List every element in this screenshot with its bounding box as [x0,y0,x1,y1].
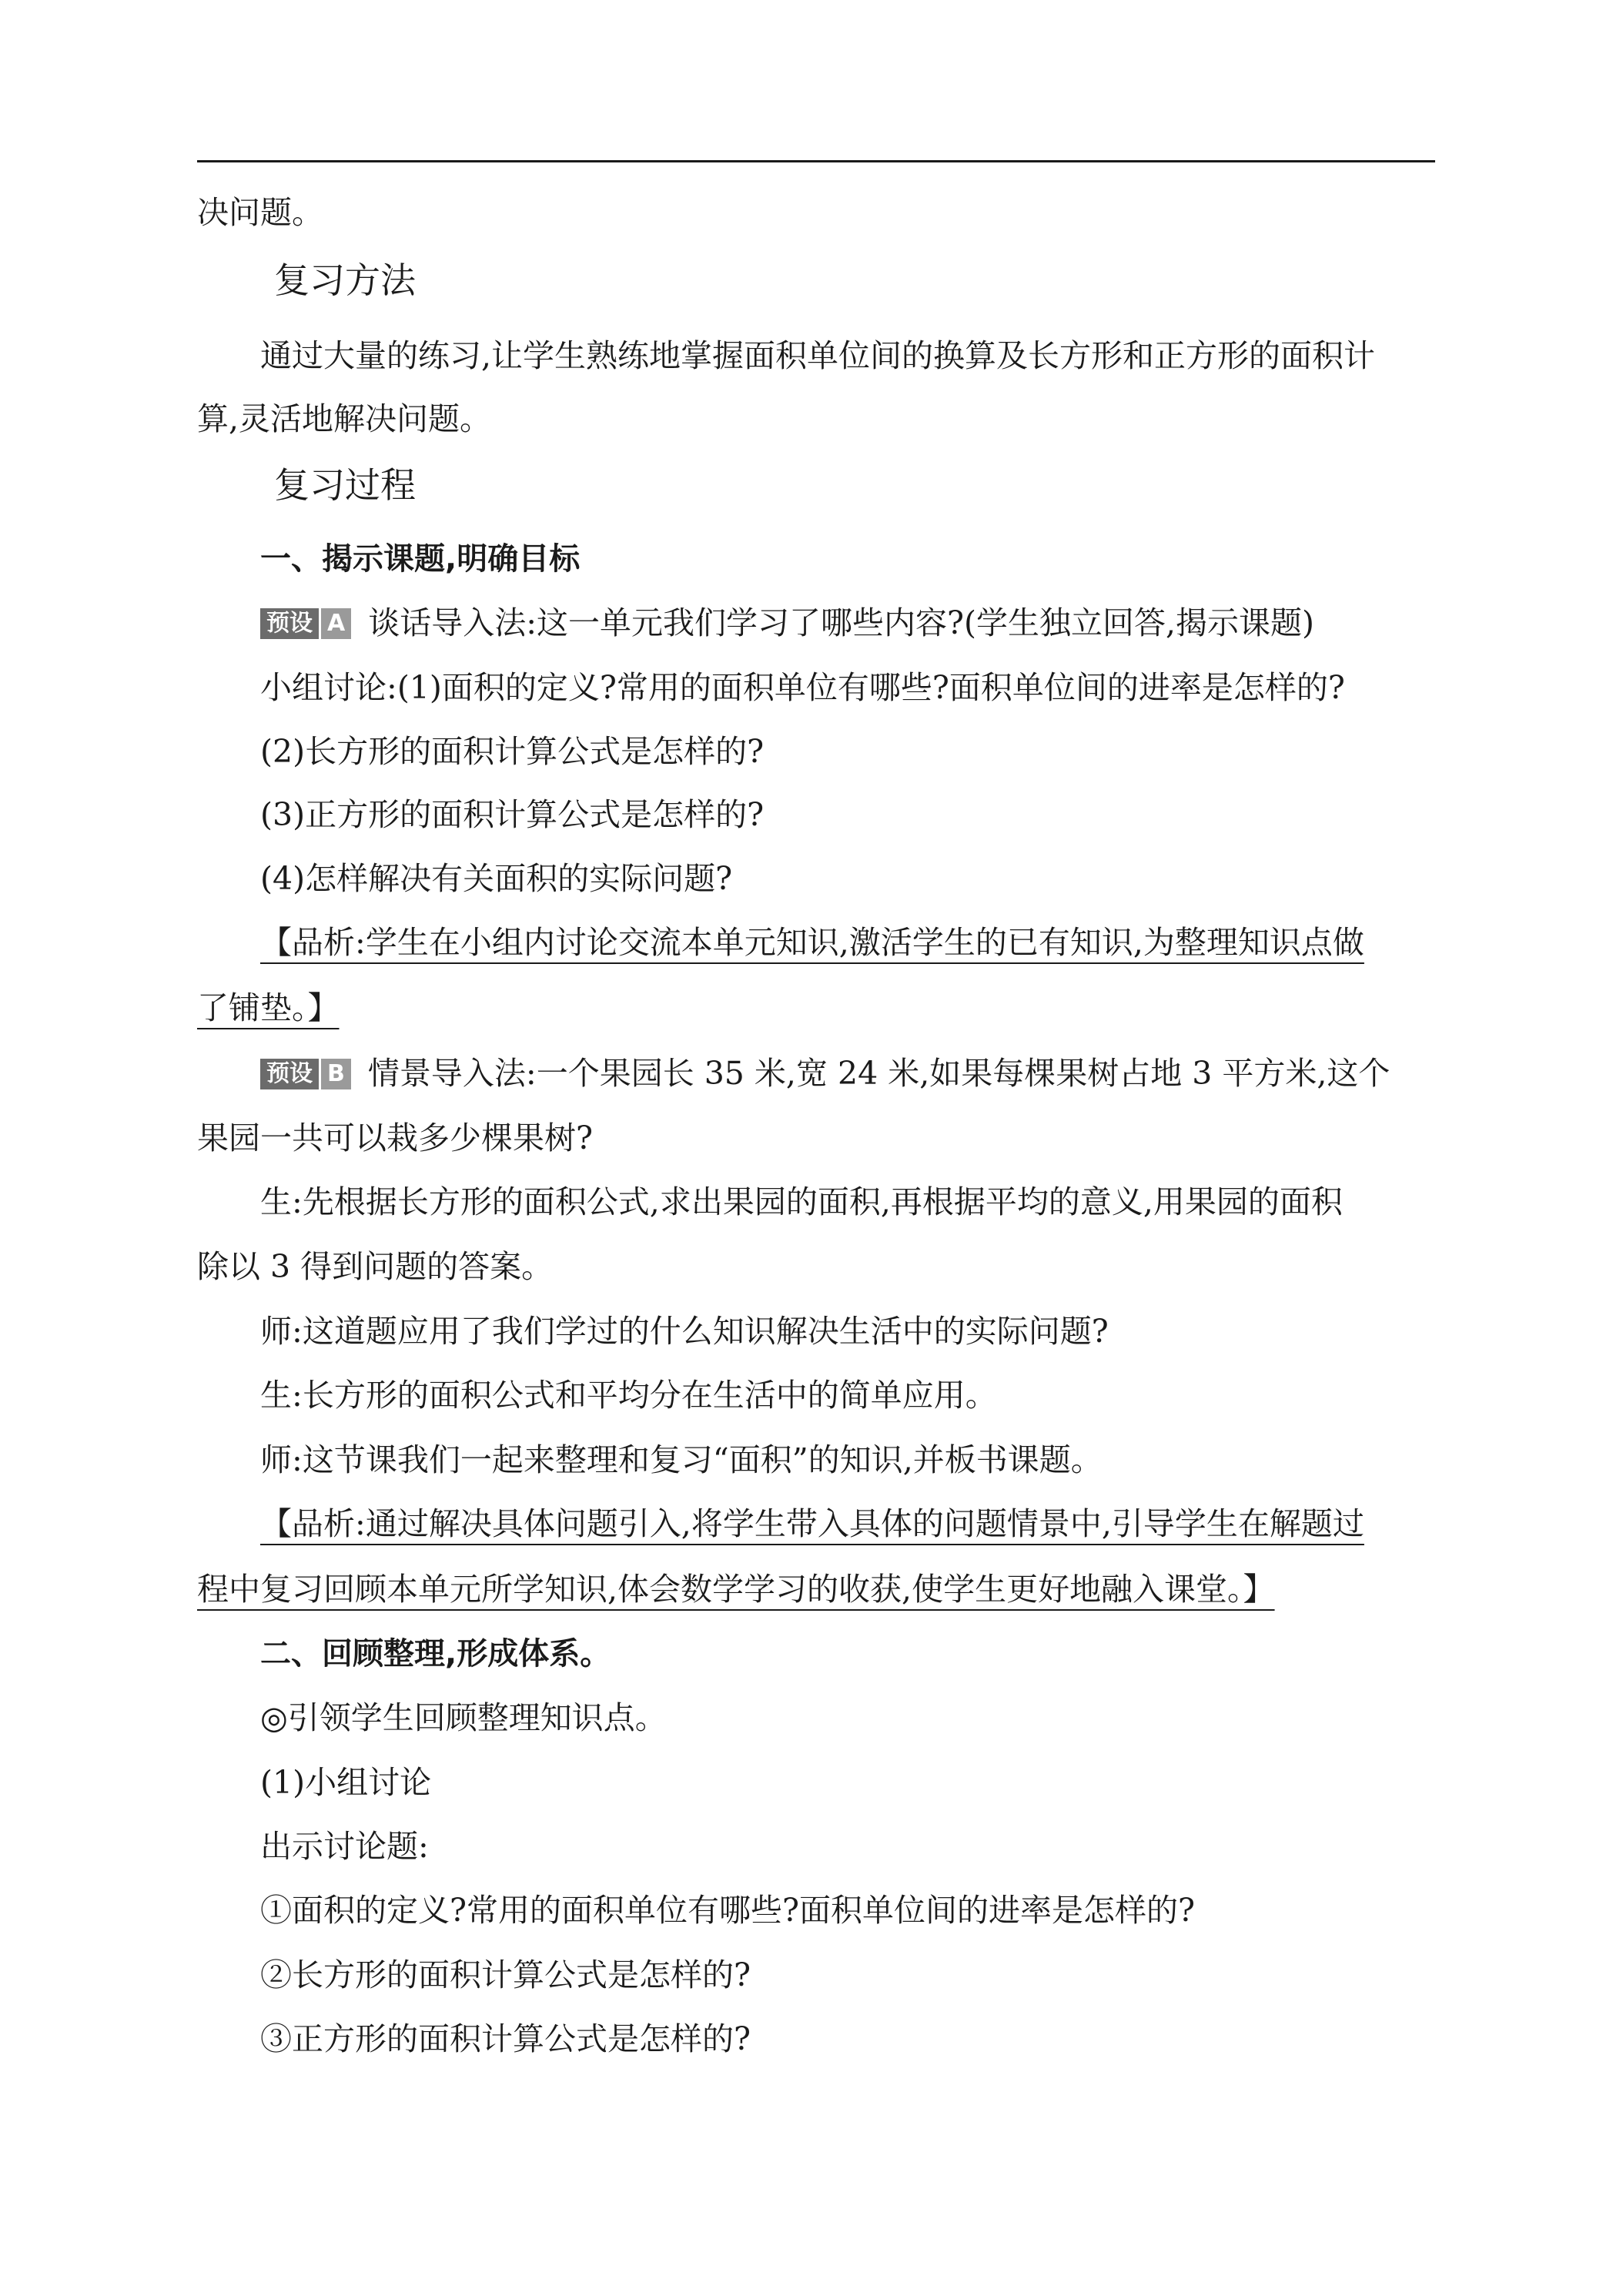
question-item: ①面积的定义?常用的面积单位有哪些?面积单位间的进率是怎样的? [260,1892,1195,1929]
review-process-title: 复习过程 [274,464,416,506]
preset-b-line [260,1052,1390,1095]
analysis-note-b-line2: 程中复习回顾本单元所学知识,体会数学学习的收获,使学生更好地融入课堂。】 [197,1571,1275,1608]
analysis-note-a-line1: 【品析:学生在小组内讨论交流本单元知识,激活学生的已有知识,为整理知识点做 [260,924,1364,961]
analysis-note-a-line2: 了铺垫。】 [197,989,340,1026]
show-questions-label: 出示讨论题: [260,1828,429,1865]
review-method-text-line2: 算,灵活地解决问题。 [197,400,492,437]
preset-b-badge-word: 预设 [260,1059,319,1089]
teacher-question: 师:这道题应用了我们学过的什么知识解决生活中的实际问题? [260,1313,1109,1350]
discussion-item: (4)怎样解决有关面积的实际问题? [260,860,733,897]
student-answer-line2: 除以 3 得到问题的答案。 [197,1248,554,1285]
student-answer-line1: 生:先根据长方形的面积公式,求出果园的面积,再根据平均的意义,用果园的面积 [260,1183,1343,1220]
discussion-item: 小组讨论:(1)面积的定义?常用的面积单位有哪些?面积单位间的进率是怎样的? [260,669,1345,706]
preset-b-text-line2: 果园一共可以栽多少棵果树? [197,1120,593,1156]
question-item: ②长方形的面积计算公式是怎样的? [260,1956,751,1993]
guide-line: ◎引领学生回顾整理知识点。 [260,1699,667,1736]
preset-a-badge-word: 预设 [260,608,319,639]
subsection-label: (1)小组讨论 [260,1764,432,1801]
preset-b-text-line1: 情景导入法:一个果园长 35 米,宽 24 米,如果每棵果树占地 3 平方米,这个 [367,1055,1390,1092]
preset-a-line [260,601,1314,644]
preset-b-badge-letter: B [321,1059,351,1089]
student-answer: 生:长方形的面积公式和平均分在生活中的简单应用。 [260,1377,997,1414]
analysis-note-b-line1: 【品析:通过解决具体问题引入,将学生带入具体的问题情景中,引导学生在解题过 [260,1505,1364,1542]
continued-line: 决问题。 [197,194,323,231]
part2-heading: 二、回顾整理,形成体系。 [260,1636,611,1672]
header-rule [197,160,1435,162]
preset-a-badge [260,608,351,639]
question-item: ③正方形的面积计算公式是怎样的? [260,2020,751,2057]
preset-a-text: 谈话导入法:这一单元我们学习了哪些内容?(学生独立回答,揭示课题) [368,604,1315,641]
review-method-text-line1: 通过大量的练习,让学生熟练地掌握面积单位间的换算及长方形和正方形的面积计 [260,337,1376,374]
preset-b-badge [260,1059,351,1089]
part1-heading: 一、揭示课题,明确目标 [260,541,581,577]
teacher-statement: 师:这节课我们一起来整理和复习“面积”的知识,并板书课题。 [260,1441,1103,1478]
discussion-item: (2)长方形的面积计算公式是怎样的? [260,733,765,770]
review-method-title: 复习方法 [274,259,416,301]
preset-a-badge-letter: A [321,608,351,639]
discussion-item: (3)正方形的面积计算公式是怎样的? [260,796,765,833]
